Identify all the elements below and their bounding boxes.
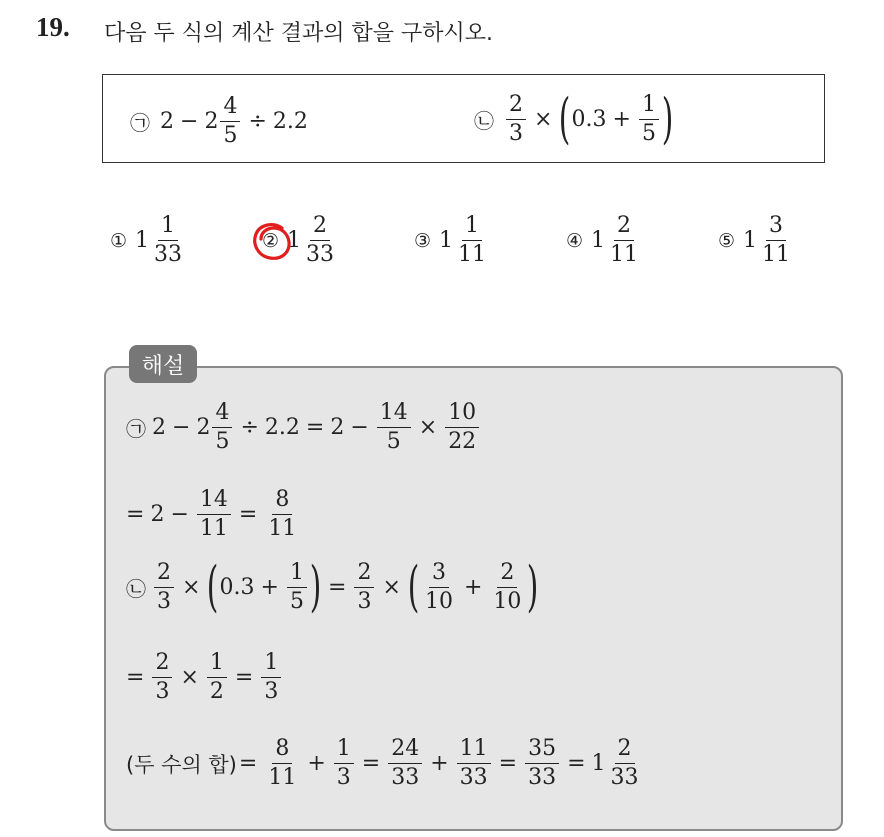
question-text: 다음 두 식의 계산 결과의 합을 구하시오. [104, 21, 493, 46]
b-frac1-num: 2 [506, 94, 526, 120]
sol1-label: ㉠ [126, 417, 146, 441]
solution-line-3 [126, 555, 540, 618]
sol3-times: × [182, 574, 201, 600]
choice-2-fraction [303, 215, 337, 266]
sol5-prefix: (두 수의 합) [126, 752, 237, 777]
solution-line-5 [126, 738, 644, 789]
sol5-d2: 3 [336, 765, 351, 790]
sol3-plus: + [260, 574, 279, 600]
sol5-frac6 [608, 738, 642, 789]
a-term1: 2 [160, 109, 174, 134]
sol2-d2: 11 [268, 516, 297, 541]
sol3-d1: 3 [157, 588, 171, 614]
sol3-frac2 [287, 559, 307, 614]
b-term: 0.3 [571, 106, 607, 132]
sol1-a: 2 [152, 415, 166, 440]
sol1-c: 2 [330, 415, 345, 440]
b-frac2-den: 5 [641, 120, 656, 146]
sol4-d2: 2 [209, 679, 224, 704]
sol5-frac2 [334, 738, 354, 789]
sol1-b: 2.2 [264, 415, 300, 440]
sol4-frac2 [207, 652, 227, 703]
b-rparen: ) [661, 87, 674, 150]
sol2-eq2: = [238, 502, 258, 527]
sol1-d1: 5 [215, 429, 230, 454]
sol3-d2: 5 [289, 588, 304, 614]
b-fraction-2 [639, 91, 659, 146]
a-frac-den: 5 [223, 123, 238, 148]
choice-2-whole: 1 [287, 228, 302, 253]
sol1-frac3 [445, 402, 479, 453]
sol4-d3: 3 [264, 679, 279, 704]
sol5-n5: 35 [525, 738, 559, 764]
question-number: 19. [36, 12, 70, 42]
sol3-n3: 2 [354, 562, 374, 588]
sol5-n2: 1 [334, 738, 354, 764]
sol3-frac5 [490, 559, 524, 614]
solution-tab: 해설 [129, 345, 197, 383]
choice-3-fraction [455, 215, 489, 266]
sol5-w: 1 [591, 751, 606, 776]
sol1-n2: 14 [377, 402, 411, 428]
sol2-eq: = [126, 502, 145, 527]
sol5-plus: + [307, 751, 326, 776]
a-whole: 2 [204, 109, 219, 134]
sol3-frac4 [422, 559, 456, 614]
choice-2-den: 33 [306, 242, 335, 267]
sol5-n1: 8 [272, 738, 292, 764]
sol5-eq3: = [498, 751, 518, 776]
choice-3-whole: 1 [439, 228, 454, 253]
choice-1[interactable] [110, 215, 187, 266]
choice-5-fraction [759, 215, 793, 266]
choice-1-whole: 1 [135, 228, 150, 253]
sol2-n1: 14 [197, 489, 231, 515]
solution-line-4 [126, 652, 283, 703]
sol1-div: ÷ [240, 415, 259, 440]
sol3-rparen2: ) [527, 555, 539, 618]
a-div: ÷ [248, 109, 267, 134]
choice-4-fraction [607, 215, 641, 266]
sol3-plus2: + [463, 574, 483, 600]
solution-line-1 [126, 402, 481, 453]
choice-3-num: 1 [462, 215, 482, 241]
sol5-frac1 [265, 738, 299, 789]
choice-4[interactable] [566, 215, 643, 266]
sol1-d3: 22 [448, 429, 477, 454]
sol3-frac3 [354, 559, 374, 614]
sol1-eq: = [305, 415, 325, 440]
sol3-d3: 3 [357, 588, 372, 614]
a-minus: − [180, 109, 199, 134]
sol4-times: × [180, 665, 199, 690]
sol2-frac1 [197, 489, 231, 540]
sol5-frac3 [388, 738, 422, 789]
sol5-n6: 2 [615, 738, 635, 764]
sol3-lparen2: ( [407, 555, 420, 618]
answer-circle-mark [252, 222, 294, 262]
sol1-times: × [418, 415, 438, 440]
choice-5-number: ⑤ [718, 229, 736, 252]
choice-4-num: 2 [614, 215, 634, 241]
sol3-d5: 10 [493, 588, 522, 614]
sol5-d6: 33 [610, 765, 639, 790]
sol3-n1: 2 [154, 562, 174, 588]
b-fraction-1 [506, 91, 526, 146]
b-times: × [534, 106, 553, 132]
label-b: ㉡ [474, 108, 494, 133]
b-lparen: ( [559, 87, 571, 150]
solution-line-2 [126, 489, 301, 540]
sol3-n5: 2 [497, 562, 517, 588]
sol3-eq: = [328, 574, 347, 600]
sol3-rparen: ) [309, 555, 322, 618]
sol1-d2: 5 [386, 429, 401, 454]
sol3-n2: 1 [287, 562, 307, 588]
choice-5-den: 11 [762, 242, 791, 267]
choice-1-den: 33 [154, 242, 183, 267]
choice-5-num: 3 [766, 215, 786, 241]
b-frac2-num: 1 [639, 94, 659, 120]
sol3-times2: × [382, 574, 401, 600]
expression-b [474, 87, 674, 150]
sol2-minus: − [170, 502, 189, 527]
sol3-t: 0.3 [219, 574, 255, 600]
sol5-plus2: + [430, 751, 449, 776]
choice-2-number: ② [262, 229, 280, 252]
sol5-eq4: = [567, 751, 586, 776]
sol3-lparen: ( [207, 555, 219, 618]
sol1-n3: 10 [445, 402, 479, 428]
sol4-n3: 1 [261, 652, 281, 678]
b-plus: + [612, 106, 631, 132]
label-a: ㉠ [130, 111, 150, 135]
sol3-label: ㉡ [126, 576, 146, 601]
sol4-n1: 2 [152, 652, 172, 678]
a-fraction [220, 96, 240, 147]
sol4-frac3 [261, 652, 281, 703]
choice-5[interactable] [718, 215, 795, 266]
a-term2: 2.2 [272, 109, 308, 134]
sol5-eq2: = [361, 751, 381, 776]
sol4-eq2: = [234, 665, 254, 690]
sol2-a: 2 [150, 502, 165, 527]
choice-3[interactable] [414, 215, 491, 266]
b-frac1-den: 3 [509, 120, 523, 146]
sol1-frac1 [212, 402, 232, 453]
choice-1-num: 1 [158, 215, 178, 241]
choice-4-den: 11 [610, 242, 639, 267]
choice-4-whole: 1 [591, 228, 606, 253]
sol5-d3: 33 [391, 765, 420, 790]
choice-1-fraction [151, 215, 185, 266]
choice-1-number: ① [110, 229, 128, 252]
sol3-d4: 10 [424, 588, 453, 614]
sol4-frac1 [152, 652, 172, 703]
sol4-d1: 3 [155, 679, 170, 704]
sol5-eq: = [238, 751, 258, 776]
sol1-n1: 4 [212, 402, 232, 428]
sol1-frac2 [377, 402, 411, 453]
a-frac-num: 4 [220, 96, 240, 122]
sol3-n4: 3 [429, 562, 449, 588]
sol4-eq: = [126, 665, 145, 690]
sol2-d1: 11 [199, 516, 228, 541]
sol5-d1: 11 [268, 765, 297, 790]
choice-3-den: 11 [458, 242, 487, 267]
sol5-n3: 24 [388, 738, 422, 764]
choice-2-num: 2 [310, 215, 330, 241]
sol2-frac2 [265, 489, 299, 540]
sol1-w: 2 [196, 415, 211, 440]
choice-3-number: ③ [414, 229, 432, 252]
choice-5-whole: 1 [743, 228, 758, 253]
sol5-d4: 33 [459, 765, 488, 790]
sol5-frac4 [457, 738, 491, 789]
sol1-minus2: − [350, 415, 369, 440]
sol4-n2: 1 [207, 652, 227, 678]
sol5-d5: 33 [528, 765, 557, 790]
choice-4-number: ④ [566, 229, 584, 252]
expression-a [130, 96, 308, 147]
sol5-frac5 [525, 738, 559, 789]
sol1-minus: − [172, 415, 191, 440]
sol3-frac1 [154, 559, 174, 614]
sol2-n2: 8 [272, 489, 292, 515]
sol5-n4: 11 [457, 738, 491, 764]
